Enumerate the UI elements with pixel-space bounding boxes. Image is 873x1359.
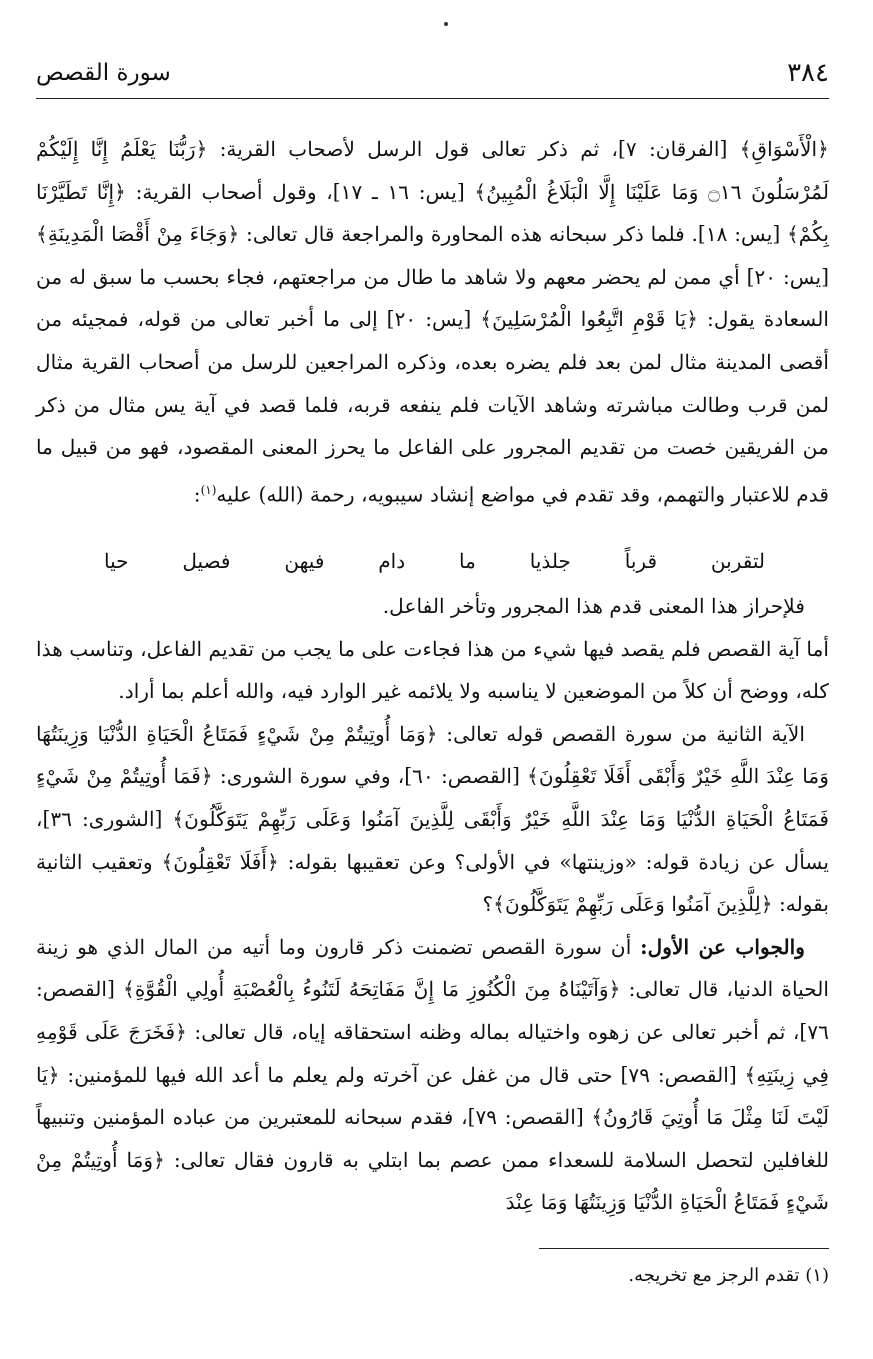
- paragraph-5-text: أن سورة القصص تضمنت ذكر قارون وما أتيه من المال الذي هو زينة الحياة الدنيا، قال تعالى: ﴿وَآتَيْنَاهُ مِنَ الْكُنُوزِ مَا إِنَّ مَفَاتِحَهُ لَتَنُوءُ بِالْعُصْبَةِ أُولِي الْقُوَّةِ﴾ [القصص: ٧٦]، ثم أخبر تعالى عن زهوه واختياله بماله وظنه استحقاقه إياه، قال تعالى: ﴿فَخَرَجَ عَلَى قَوْمِهِ فِي زِينَتِهِ﴾ [القصص: ٧٩] حتى قال من غفل عن آخرته ولم يعلم ما أعد الله فيها للمؤمنين: ﴿يَا لَيْتَ لَنَا مِثْلَ مَا أُوتِيَ قَارُونُ﴾ [القصص: ٧٩]، فقدم سبحانه للمعتبرين من عباده المؤمنين وتنبيهاً للغافلين لتحصل السلامة للسعداء ممن عصم بما ابتلي به قارون فقال تعالى: ﴿وَمَا أُوتِيتُمْ مِنْ شَيْءٍ فَمَتَاعُ الْحَيَاةِ الدُّنْيَا وَزِينَتُهَا وَمَا عِنْدَ: [36, 934, 829, 1215]
- paragraph-2: فلإحراز هذا المعنى قدم هذا المجرور وتأخر الفاعل.: [382, 594, 805, 618]
- footnote: [36, 1262, 829, 1290]
- running-title: سورة القصص: [36, 60, 171, 86]
- paragraph-4: الآية الثانية من سورة القصص قوله تعالى: ﴿وَمَا أُوتِيتُمْ مِنْ شَيْءٍ فَمَتَاعُ الْحَيَاةِ الدُّنْيَا وَزِينَتُهَا وَمَا عِنْدَ اللَّهِ خَيْرٌ وَأَبْقَى أَفَلَا تَعْقِلُونَ﴾ [القصص: ٦٠]، وفي سورة الشورى: ﴿فَمَا أُوتِيتُمْ مِنْ شَيْءٍ فَمَتَاعُ الْحَيَاةِ الدُّنْيَا وَمَا عِنْدَ اللَّهِ خَيْرٌ وَأَبْقَى لِلَّذِينَ آمَنُوا وَعَلَى رَبِّهِمْ يَتَوَكَّلُونَ﴾ [الشورى: ٣٦]، يسأل عن زيادة قوله: «وزينتها» في الأولى؟ وعن تعقيبها بقوله: ﴿أَفَلَا تَعْقِلُونَ﴾ وتعقيب الثانية بقوله: ﴿لِلَّذِينَ آمَنُوا وَعَلَى رَبِّهِمْ يَتَوَكَّلُونَ﴾؟: [36, 721, 829, 917]
- header-rule: [36, 98, 829, 99]
- answer-heading: والجواب عن الأول:: [640, 934, 805, 959]
- page-header: [36, 58, 829, 98]
- main-text-top: [36, 128, 829, 516]
- footnote-rule: [539, 1248, 829, 1249]
- paragraph-3: أما آية القصص فلم يقصد فيها شيء من هذا فجاءت على ما يجب من تقديم الفاعل، وتناسب هذا كله، ووضح أن كلاً من الموضعين لا يناسبه ولا يلائمه غير الوارد فيه، والله أعلم بما أراد.: [36, 636, 829, 704]
- footnote-ref[interactable]: (١): [200, 482, 217, 497]
- paragraph-1: [36, 128, 829, 516]
- footnote-number: (١): [805, 1265, 829, 1286]
- paragraph-5: [36, 926, 829, 1224]
- paragraph-1-end: :: [193, 482, 201, 507]
- paragraph-1-text: ﴿الْأَسْوَاقِ﴾ [الفرقان: ٧]، ثم ذكر تعالى قول الرسل لأصحاب القرية: ﴿رَبُّنَا يَعْلَمُ إِنَّا إِلَيْكُمْ لَمُرْسَلُونَ ۝١٦ وَمَا عَلَيْنَا إِلَّا الْبَلَاغُ الْمُبِينُ﴾ [يس: ١٦ ـ ١٧]، وقول أصحاب القرية: ﴿إِنَّا تَطَيَّرْنَا بِكُمْ﴾ [يس: ١٨]. فلما ذكر سبحانه هذه المحاورة والمراجعة قال تعالى: ﴿وَجَاءَ مِنْ أَقْصَا الْمَدِينَةِ﴾ [يس: ٢٠] أي ممن لم يحضر معهم ولا شاهد ما طال من مراجعتهم، فجاء بحسب ما سبق له من السعادة يقول: ﴿يَا قَوْمِ اتَّبِعُوا الْمُرْسَلِينَ﴾ [يس: ٢٠] إلى ما أخبر تعالى من قوله، فمجيئه من أقصى المدينة مثال لمن بعد فلم يضره بعده، وذكره المراجعين للرسل من أصحاب القرية مثال لمن قرب وطالت مباشرته وشاهد الآيات فلم ينفعه قربه، فلما قصد في آية يس مثال من ذكر من الفريقين خصت من تقديم المجرور على الفاعل ما يحرز المعنى المقصود، فهو من قبيل ما قدم للاعتبار والتهمم، وقد تقدم في مواضع إنشاد سيبويه، رحمة (الله) عليه: [36, 137, 829, 507]
- footnote-text: تقدم الرجز مع تخريجه.: [628, 1265, 800, 1286]
- poetry-verse: لتقربن قرباً جلذيا ما دام فيهن فصيل حيا: [104, 549, 765, 573]
- scan-mark: [444, 22, 448, 26]
- main-text-bottom: [36, 585, 829, 1224]
- page-number: ٣٨٤: [787, 58, 829, 88]
